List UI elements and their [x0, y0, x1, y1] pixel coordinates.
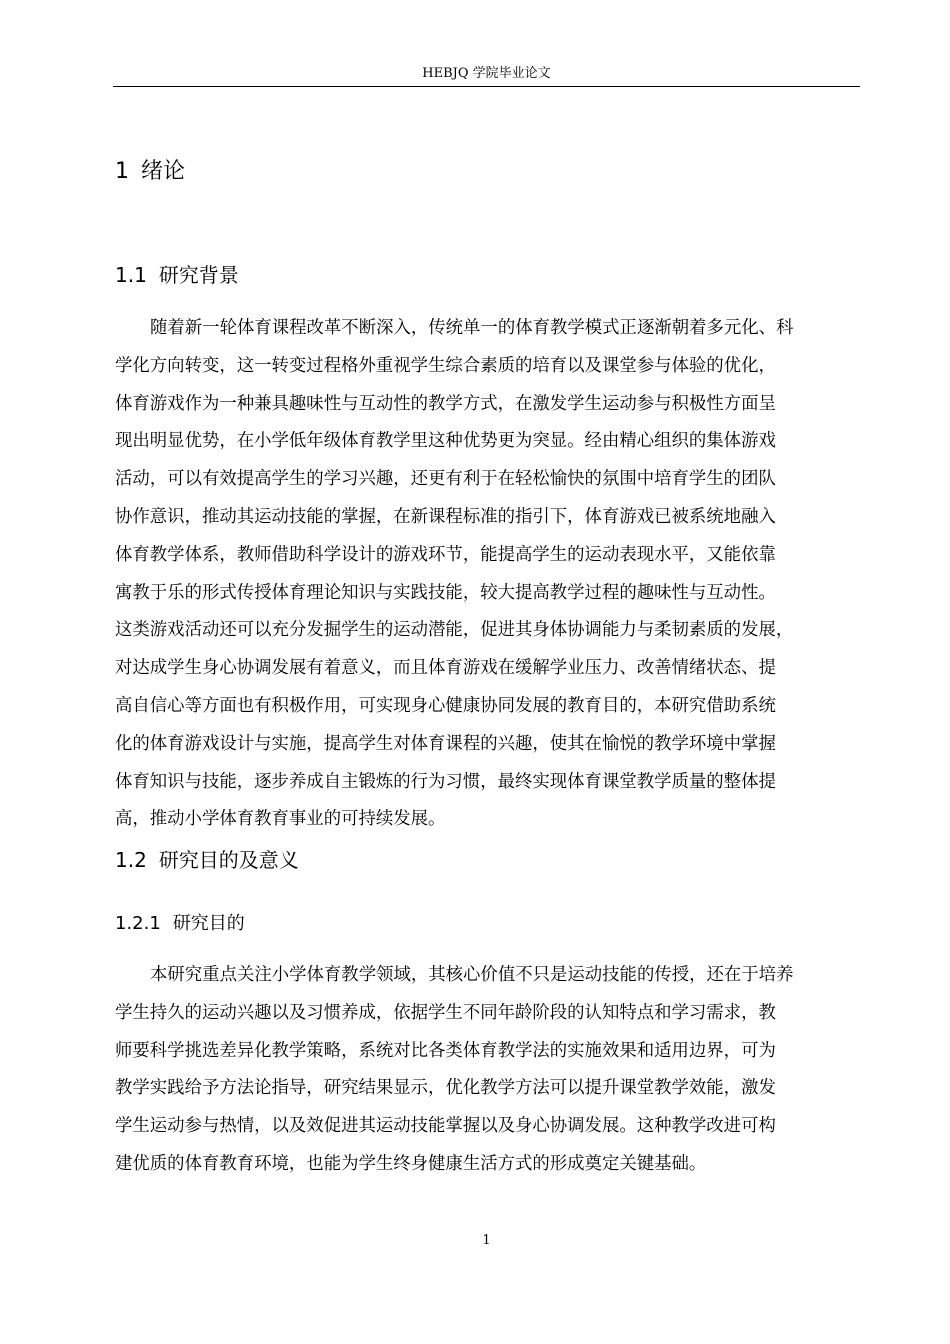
paragraph-line: 协作意识，推动其运动技能的掌握，在新课程标准的指引下，体育游戏已被系统地融入 [115, 506, 776, 527]
chapter-title: 绪论 [141, 159, 186, 184]
section-number: 1.1 [115, 263, 147, 287]
paragraph-research-purpose [115, 957, 860, 1184]
chapter-heading [115, 156, 185, 188]
paragraph-line: 师要科学挑选差异化教学策略，系统对比各类体育教学法的实施效果和适用边界，可为 [115, 1040, 776, 1061]
paragraph-line: 高，推动小学体育教育事业的可持续发展。 [115, 809, 446, 830]
running-header: HEBJQ 学院毕业论文 [422, 66, 551, 81]
paragraph-line: 学化方向转变，这一转变过程格外重视学生综合素质的培育以及课堂参与体验的优化， [115, 355, 776, 376]
paragraph-line: 现出明显优势，在小学低年级体育教学里这种优势更为突显。经由精心组织的集体游戏 [115, 431, 776, 452]
paragraph-line: 学生运动参与热情，以及效促进其运动技能掌握以及身心协调发展。这种教学改进可构 [115, 1116, 776, 1137]
paragraph-line: 化的体育游戏设计与实施，提高学生对体育课程的兴趣，使其在愉悦的教学环境中掌握 [115, 733, 776, 754]
section-number: 1.2 [115, 848, 147, 872]
paragraph-research-background [115, 310, 860, 839]
section-heading-1-1 [115, 260, 239, 290]
section-title: 研究目的及意义 [158, 848, 299, 872]
paragraph-line: 体育知识与技能，逐步养成自主锻炼的行为习惯，最终实现体育课堂教学质量的整体提 [115, 771, 776, 792]
paragraph-line: 对达成学生身心协调发展有着意义，而且体育游戏在缓解学业压力、改善情绪状态、提 [115, 658, 776, 679]
paragraph-line: 寓教于乐的形式传授体育理论知识与实践技能，较大提高教学过程的趣味性与互动性。 [115, 582, 776, 603]
paragraph-line: 高自信心等方面也有积极作用，可实现身心健康协同发展的教育目的，本研究借助系统 [115, 695, 776, 716]
paragraph-line: 体育游戏作为一种兼具趣味性与互动性的教学方式，在激发学生运动参与积极性方面呈 [115, 393, 776, 414]
paragraph-line: 这类游戏活动还可以充分发掘学生的运动潜能，促进其身体协调能力与柔韧素质的发展， [115, 620, 794, 641]
paragraph-line: 随着新一轮体育课程改革不断深入，传统单一的体育教学模式正逐渐朝着多元化、科 [150, 318, 794, 338]
section-title: 研究背景 [158, 263, 239, 287]
paragraph-line: 体育教学体系，教师借助科学设计的游戏环节，能提高学生的运动表现水平，又能依靠 [115, 544, 776, 565]
paragraph-line: 学生持久的运动兴趣以及习惯养成，依据学生不同年龄阶段的认知特点和学习需求，教 [115, 1002, 776, 1023]
paragraph-line: 活动，可以有效提高学生的学习兴趣，还更有利于在轻松愉快的氛围中培育学生的团队 [115, 469, 776, 490]
subsection-title: 研究目的 [172, 913, 245, 934]
subsection-heading-1-2-1 [115, 910, 245, 938]
section-heading-1-2 [115, 845, 299, 875]
paragraph-line: 建优质的体育教育环境，也能为学生终身健康生活方式的形成奠定关键基础。 [115, 1153, 707, 1174]
subsection-number: 1.2.1 [115, 913, 161, 934]
header-rule [113, 86, 860, 87]
chapter-number: 1 [115, 159, 129, 184]
page-number: 1 [482, 1233, 491, 1248]
paragraph-line: 本研究重点关注小学体育教学领域，其核心价值不只是运动技能的传授，还在于培养 [150, 965, 794, 985]
paragraph-line: 教学实践给予方法论指导，研究结果显示，优化教学方法可以提升课堂教学效能，激发 [115, 1078, 776, 1099]
